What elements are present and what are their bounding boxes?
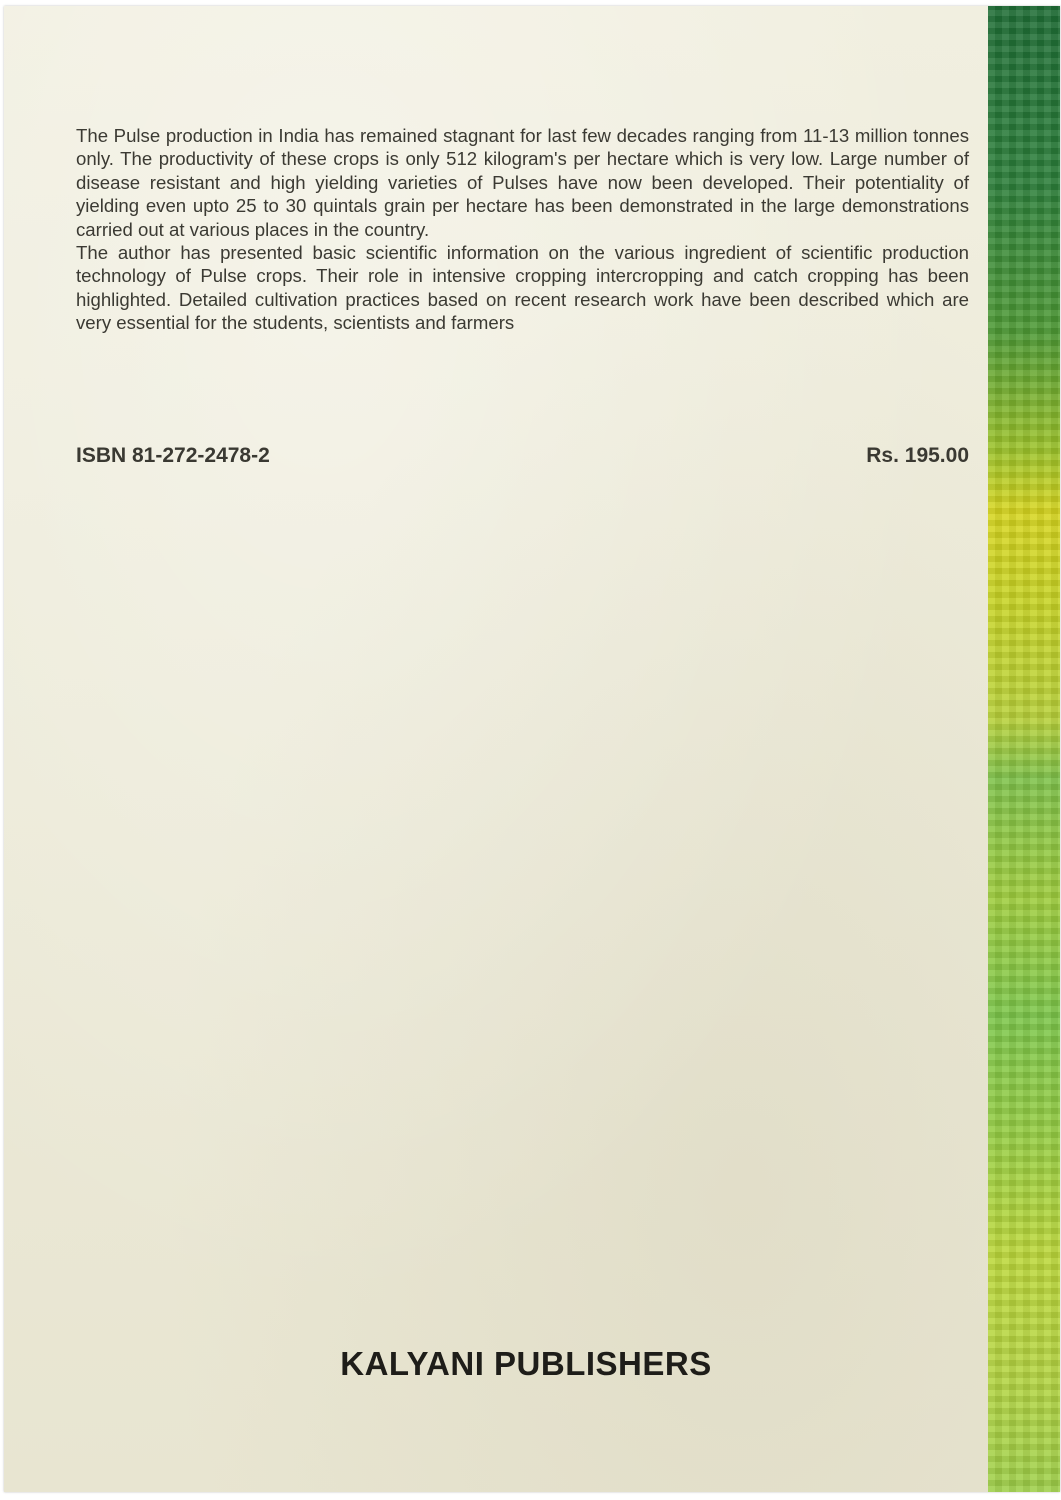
green-spine-strip xyxy=(988,6,1060,1492)
publisher-label: KALYANI PUBLISHERS xyxy=(340,1345,712,1382)
blurb-paragraph-1: The Pulse production in India has remained stagnant for last few decades ranging from 11-13 million tonnes only. The productivity of these crops is only 512 kilogram's per hectare which is very low. Large number of disease resistant and high yielding varieties of Pulses have now been developed. Their potentiality of yielding even upto 25 to 30 quintals grain per hectare has been demonstrated in the large demonstrations carried out at various places in the country. xyxy=(76,125,969,240)
isbn-price-row xyxy=(76,444,969,468)
back-cover xyxy=(4,6,1060,1492)
price-label: Rs. 195.00 xyxy=(866,444,969,467)
publisher-name xyxy=(0,1345,1052,1383)
blurb-text xyxy=(76,124,969,335)
blurb-paragraph-2: The author has presented basic scientific information on the various ingredient of scientific production technology of Pulse crops. Their role in intensive cropping intercropping and catch cropping has been highlighted. Detailed cultivation practices based on recent research work have been described which are very essential for the students, scientists and farmers xyxy=(76,242,969,334)
isbn-label: ISBN 81-272-2478-2 xyxy=(76,444,270,467)
